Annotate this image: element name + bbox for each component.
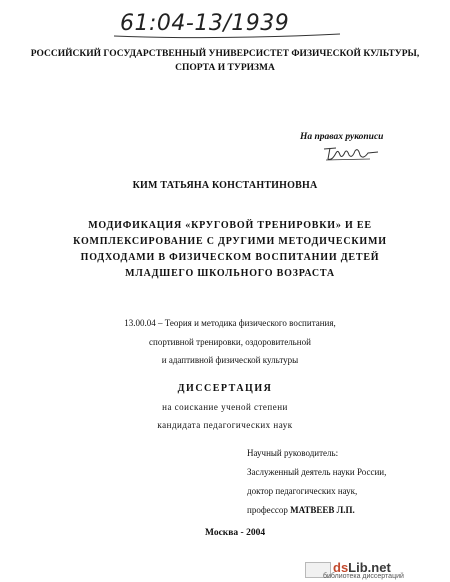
title-line-3: ПОДХОДАМИ В ФИЗИЧЕСКОМ ВОСПИТАНИИ ДЕТЕЙ — [80, 252, 380, 263]
organization-line-2: СПОРТА И ТУРИЗМА — [175, 63, 275, 73]
catalog-number — [100, 10, 350, 42]
degree-line-2: кандидата педагогических наук — [157, 419, 293, 430]
supervisor-name: МАТВЕЕВ Л.П. — [290, 505, 355, 515]
degree-line-1: на соискание ученой степени — [162, 402, 288, 412]
supervisor-label: Научный руководитель: — [247, 448, 339, 458]
catalog-number-text: 61:04-13/1939 — [120, 11, 290, 36]
rights-note: На правах рукописи — [300, 132, 384, 142]
specialty-line-1: 13.00.04 – Теория и методика физического воспитания, — [124, 318, 336, 328]
title-line-4: МЛАДШЕГО ШКОЛЬНОГО ВОЗРАСТА — [125, 268, 335, 279]
supervisor-degree: доктор педагогических наук, — [247, 486, 358, 496]
specialty-code — [110, 314, 350, 370]
city-year: Москва - 2004 — [205, 528, 266, 538]
specialty-line-3: и адаптивной физической культуры — [161, 355, 299, 365]
title-line-1: МОДИФИКАЦИЯ «КРУГОВОЙ ТРЕНИРОВКИ» И ЕЕ — [88, 220, 372, 231]
watermark-subtitle: библиотека диссертаций — [323, 573, 404, 580]
organization-header — [0, 47, 450, 75]
watermark-logo-prefix: ds — [333, 560, 349, 575]
degree-statement — [0, 399, 450, 434]
dissertation-title — [70, 218, 390, 282]
supervisor-title: Заслуженный деятель науки России, — [247, 467, 387, 477]
supervisor-name-line — [247, 501, 447, 520]
dissertation-heading: ДИССЕРТАЦИЯ — [177, 383, 273, 394]
scientific-supervisor — [247, 444, 447, 520]
supervisor-rank: профессор — [247, 505, 291, 515]
title-line-2: КОМПЛЕКСИРОВАНИЕ С ДРУГИМИ МЕТОДИЧЕСКИМИ — [73, 236, 387, 247]
handwritten-signature — [322, 143, 382, 168]
author-name: КИМ ТАТЬЯНА КОНСТАНТИНОВНА — [132, 180, 318, 191]
specialty-line-2: спортивной тренировки, оздоровительной — [149, 336, 311, 347]
organization-line-1: РОССИЙСКИЙ ГОСУДАРСТВЕННЫЙ УНИВЕРСИСТЕТ ФИЗИЧЕСКОЙ КУЛЬТУРЫ, — [30, 49, 420, 59]
watermark-logo-suffix: Lib.net — [348, 560, 391, 575]
